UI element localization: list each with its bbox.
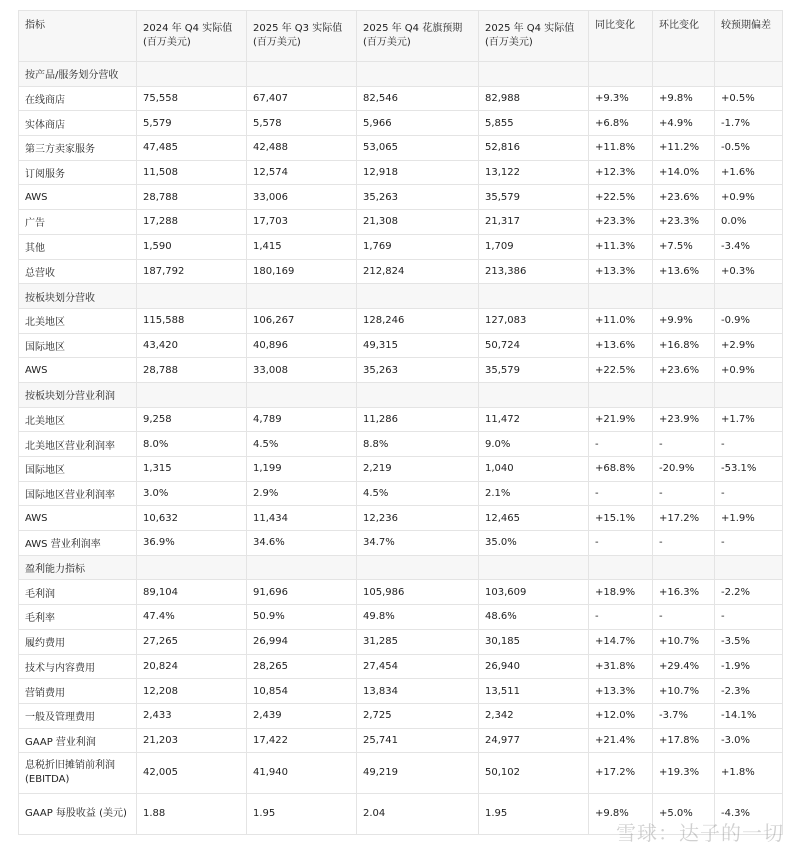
table-cell: +6.8% xyxy=(589,111,653,136)
table-row xyxy=(19,333,783,358)
table-cell: +23.9% xyxy=(653,407,715,432)
column-header xyxy=(479,11,589,62)
table-cell xyxy=(715,555,783,580)
table-cell: 2,439 xyxy=(247,703,357,728)
table-cell: 17,422 xyxy=(247,728,357,753)
table-cell xyxy=(137,62,247,87)
table-cell: 35,579 xyxy=(479,185,589,210)
table-cell xyxy=(589,382,653,407)
table-cell xyxy=(137,284,247,309)
column-header-text: 指标 xyxy=(25,20,45,31)
table-cell: 35,579 xyxy=(479,358,589,383)
table-cell: 12,208 xyxy=(137,679,247,704)
column-header-text: 2025 年 Q3 实际值 xyxy=(253,23,343,34)
table-cell: - xyxy=(715,605,783,630)
table-cell xyxy=(479,284,589,309)
table-cell xyxy=(357,284,479,309)
table-cell: 36.9% xyxy=(137,531,247,556)
table-cell: 1.95 xyxy=(479,794,589,835)
table-cell: +1.7% xyxy=(715,407,783,432)
table-cell: 12,574 xyxy=(247,160,357,185)
table-cell: 1,199 xyxy=(247,457,357,482)
row-label: 第三方卖家服务 xyxy=(19,136,137,161)
table-cell: +23.3% xyxy=(589,210,653,235)
table-cell: 103,609 xyxy=(479,580,589,605)
table-cell: 13,511 xyxy=(479,679,589,704)
table-cell: 17,703 xyxy=(247,210,357,235)
column-header-text: (百万美元) xyxy=(485,37,533,48)
table-header-row xyxy=(19,11,783,62)
table-cell xyxy=(653,382,715,407)
table-cell: 42,005 xyxy=(137,753,247,794)
row-label: 国际地区 xyxy=(19,333,137,358)
table-row xyxy=(19,654,783,679)
table-cell: 2,342 xyxy=(479,703,589,728)
table-cell: +9.3% xyxy=(589,86,653,111)
table-row xyxy=(19,234,783,259)
table-row xyxy=(19,629,783,654)
table-cell: +17.2% xyxy=(653,506,715,531)
table-cell: 53,065 xyxy=(357,136,479,161)
table-row xyxy=(19,580,783,605)
table-cell: +13.3% xyxy=(589,259,653,284)
table-cell: 24,977 xyxy=(479,728,589,753)
table-cell: 67,407 xyxy=(247,86,357,111)
row-label: AWS xyxy=(19,506,137,531)
table-row xyxy=(19,432,783,457)
table-cell: +19.3% xyxy=(653,753,715,794)
table-cell: +11.8% xyxy=(589,136,653,161)
table-cell: 1,415 xyxy=(247,234,357,259)
table-cell: 20,824 xyxy=(137,654,247,679)
section-row xyxy=(19,555,783,580)
table-cell: +23.6% xyxy=(653,358,715,383)
table-cell: 25,741 xyxy=(357,728,479,753)
watermark: 雪球：达子的一切 xyxy=(616,821,784,845)
row-label: AWS xyxy=(19,358,137,383)
table-row xyxy=(19,160,783,185)
table-cell: +21.9% xyxy=(589,407,653,432)
table-cell: 127,083 xyxy=(479,308,589,333)
table-cell: +0.9% xyxy=(715,358,783,383)
table-cell: 91,696 xyxy=(247,580,357,605)
table-cell: 1,315 xyxy=(137,457,247,482)
table-cell: - xyxy=(589,531,653,556)
table-cell xyxy=(137,382,247,407)
table-cell: 8.0% xyxy=(137,432,247,457)
table-cell: +23.6% xyxy=(653,185,715,210)
column-header-text: 2024 年 Q4 实际值 xyxy=(143,23,233,34)
table-cell: 34.6% xyxy=(247,531,357,556)
table-cell: - xyxy=(715,531,783,556)
table-cell: 180,169 xyxy=(247,259,357,284)
table-cell: 10,632 xyxy=(137,506,247,531)
table-cell xyxy=(715,382,783,407)
table-cell: 50,724 xyxy=(479,333,589,358)
table-row xyxy=(19,210,783,235)
table-cell: +11.3% xyxy=(589,234,653,259)
table-cell: 4.5% xyxy=(357,481,479,506)
table-cell: +16.3% xyxy=(653,580,715,605)
row-label: AWS 营业利润率 xyxy=(19,531,137,556)
table-cell: 28,265 xyxy=(247,654,357,679)
table-cell: - xyxy=(715,432,783,457)
table-row xyxy=(19,679,783,704)
table-cell: +9.8% xyxy=(653,86,715,111)
table-cell xyxy=(653,284,715,309)
financial-results-table xyxy=(18,10,783,835)
table-row xyxy=(19,481,783,506)
table-cell: 27,454 xyxy=(357,654,479,679)
table-cell: +21.4% xyxy=(589,728,653,753)
table-cell: 35,263 xyxy=(357,185,479,210)
table-cell: 30,185 xyxy=(479,629,589,654)
table-cell: +1.6% xyxy=(715,160,783,185)
column-header-text: 同比变化 xyxy=(595,20,635,31)
table-cell: 13,122 xyxy=(479,160,589,185)
table-cell: +12.0% xyxy=(589,703,653,728)
table-row xyxy=(19,358,783,383)
table-cell: 50,102 xyxy=(479,753,589,794)
column-header xyxy=(19,11,137,62)
row-label: 国际地区营业利润率 xyxy=(19,481,137,506)
table-cell: 212,824 xyxy=(357,259,479,284)
column-header xyxy=(357,11,479,62)
column-header-text: 环比变化 xyxy=(659,20,699,31)
table-cell: 11,508 xyxy=(137,160,247,185)
table-cell: 2.9% xyxy=(247,481,357,506)
table-row xyxy=(19,457,783,482)
table-cell: 12,918 xyxy=(357,160,479,185)
table-row xyxy=(19,407,783,432)
table-row xyxy=(19,703,783,728)
table-cell: 2,433 xyxy=(137,703,247,728)
column-header-text: 2025 年 Q4 花旗预期 xyxy=(363,23,463,34)
table-cell: - xyxy=(653,605,715,630)
row-label: 毛利率 xyxy=(19,605,137,630)
table-cell: +11.0% xyxy=(589,308,653,333)
table-cell: +13.6% xyxy=(589,333,653,358)
table-cell: +17.2% xyxy=(589,753,653,794)
table-cell xyxy=(357,62,479,87)
table-cell: 105,986 xyxy=(357,580,479,605)
table-cell: +2.9% xyxy=(715,333,783,358)
table-cell: 43,420 xyxy=(137,333,247,358)
table-cell: +0.5% xyxy=(715,86,783,111)
table-cell: +5.0% xyxy=(653,794,715,835)
row-label: 北美地区 xyxy=(19,407,137,432)
column-header xyxy=(137,11,247,62)
table-cell xyxy=(479,382,589,407)
table-cell xyxy=(357,382,479,407)
table-cell xyxy=(715,62,783,87)
table-cell: -3.5% xyxy=(715,629,783,654)
table-cell: +31.8% xyxy=(589,654,653,679)
table-cell: - xyxy=(653,481,715,506)
table-cell: 26,994 xyxy=(247,629,357,654)
table-cell: 40,896 xyxy=(247,333,357,358)
table-cell: +16.8% xyxy=(653,333,715,358)
table-cell: +1.9% xyxy=(715,506,783,531)
table-cell: - xyxy=(653,531,715,556)
table-cell: 49,315 xyxy=(357,333,479,358)
column-header-text: 2025 年 Q4 实际值 xyxy=(485,23,575,34)
table-cell: +4.9% xyxy=(653,111,715,136)
table-cell: 50.9% xyxy=(247,605,357,630)
table-cell: -1.7% xyxy=(715,111,783,136)
table-cell: -4.3% xyxy=(715,794,783,835)
row-label: 其他 xyxy=(19,234,137,259)
row-label: 北美地区 xyxy=(19,308,137,333)
table-cell xyxy=(479,62,589,87)
table-cell: 49,219 xyxy=(357,753,479,794)
table-cell: 41,940 xyxy=(247,753,357,794)
table-cell: 1,709 xyxy=(479,234,589,259)
section-label: 按板块划分营收 xyxy=(19,284,137,309)
table-cell: 89,104 xyxy=(137,580,247,605)
table-cell: 1,769 xyxy=(357,234,479,259)
financial-table-container xyxy=(18,10,782,835)
table-cell: - xyxy=(715,481,783,506)
table-cell: 12,236 xyxy=(357,506,479,531)
table-cell: -2.2% xyxy=(715,580,783,605)
table-cell: 2,725 xyxy=(357,703,479,728)
table-cell: 12,465 xyxy=(479,506,589,531)
table-cell: +29.4% xyxy=(653,654,715,679)
row-label: 国际地区 xyxy=(19,457,137,482)
table-cell xyxy=(589,62,653,87)
column-header xyxy=(653,11,715,62)
table-cell: 82,988 xyxy=(479,86,589,111)
table-cell: 49.8% xyxy=(357,605,479,630)
section-row xyxy=(19,382,783,407)
row-label: 技术与内容费用 xyxy=(19,654,137,679)
table-cell: +11.2% xyxy=(653,136,715,161)
table-cell: 31,285 xyxy=(357,629,479,654)
table-cell: +9.9% xyxy=(653,308,715,333)
table-cell: 48.6% xyxy=(479,605,589,630)
table-cell: 34.7% xyxy=(357,531,479,556)
table-cell: 2.04 xyxy=(357,794,479,835)
table-cell: +10.7% xyxy=(653,629,715,654)
table-cell xyxy=(247,555,357,580)
table-cell: 33,008 xyxy=(247,358,357,383)
table-cell: 9,258 xyxy=(137,407,247,432)
table-cell: 0.0% xyxy=(715,210,783,235)
table-cell: +18.9% xyxy=(589,580,653,605)
table-cell: 3.0% xyxy=(137,481,247,506)
table-cell: 11,434 xyxy=(247,506,357,531)
table-cell: 21,317 xyxy=(479,210,589,235)
table-row xyxy=(19,531,783,556)
table-body xyxy=(19,62,783,835)
table-cell: 106,267 xyxy=(247,308,357,333)
table-cell: +0.9% xyxy=(715,185,783,210)
table-cell: +0.3% xyxy=(715,259,783,284)
table-cell: -3.0% xyxy=(715,728,783,753)
table-cell: -14.1% xyxy=(715,703,783,728)
table-cell: -3.7% xyxy=(653,703,715,728)
table-cell: - xyxy=(589,432,653,457)
row-label: 北美地区营业利润率 xyxy=(19,432,137,457)
table-row xyxy=(19,111,783,136)
table-cell: 128,246 xyxy=(357,308,479,333)
row-label: 息税折旧摊销前利润 (EBITDA) xyxy=(19,753,137,794)
table-cell: -2.3% xyxy=(715,679,783,704)
table-row xyxy=(19,136,783,161)
column-header xyxy=(715,11,783,62)
table-cell: 5,579 xyxy=(137,111,247,136)
table-cell: +22.5% xyxy=(589,185,653,210)
table-cell: +7.5% xyxy=(653,234,715,259)
table-cell: 1,040 xyxy=(479,457,589,482)
table-cell: -0.5% xyxy=(715,136,783,161)
table-cell: +14.7% xyxy=(589,629,653,654)
table-cell: 47.4% xyxy=(137,605,247,630)
table-cell: +23.3% xyxy=(653,210,715,235)
table-cell: 13,834 xyxy=(357,679,479,704)
table-cell: +13.6% xyxy=(653,259,715,284)
table-cell xyxy=(653,555,715,580)
column-header-text: (百万美元) xyxy=(143,37,191,48)
table-cell: +14.0% xyxy=(653,160,715,185)
table-cell: 27,265 xyxy=(137,629,247,654)
table-cell: 11,472 xyxy=(479,407,589,432)
row-label: 实体商店 xyxy=(19,111,137,136)
table-cell: 2.1% xyxy=(479,481,589,506)
table-cell: 35,263 xyxy=(357,358,479,383)
table-cell: 17,288 xyxy=(137,210,247,235)
table-cell xyxy=(247,382,357,407)
table-cell: 1.95 xyxy=(247,794,357,835)
table-cell: 9.0% xyxy=(479,432,589,457)
table-cell: 10,854 xyxy=(247,679,357,704)
table-cell: 21,203 xyxy=(137,728,247,753)
table-cell xyxy=(589,555,653,580)
table-cell: +10.7% xyxy=(653,679,715,704)
column-header-text: (百万美元) xyxy=(363,37,411,48)
table-cell: 28,788 xyxy=(137,185,247,210)
table-cell: 115,588 xyxy=(137,308,247,333)
table-cell: 11,286 xyxy=(357,407,479,432)
row-label: 订阅服务 xyxy=(19,160,137,185)
row-label: GAAP 每股收益 (美元) xyxy=(19,794,137,835)
table-cell xyxy=(247,62,357,87)
table-row xyxy=(19,605,783,630)
section-label: 按产品/服务划分营收 xyxy=(19,62,137,87)
table-row xyxy=(19,185,783,210)
table-cell: +17.8% xyxy=(653,728,715,753)
table-cell: 26,940 xyxy=(479,654,589,679)
row-label: GAAP 营业利润 xyxy=(19,728,137,753)
table-cell: 213,386 xyxy=(479,259,589,284)
table-cell: 4,789 xyxy=(247,407,357,432)
table-cell xyxy=(137,555,247,580)
section-row xyxy=(19,284,783,309)
column-header-text: (百万美元) xyxy=(253,37,301,48)
table-cell: +13.3% xyxy=(589,679,653,704)
row-label: 毛利润 xyxy=(19,580,137,605)
column-header xyxy=(247,11,357,62)
row-label: 在线商店 xyxy=(19,86,137,111)
table-cell: +68.8% xyxy=(589,457,653,482)
table-cell: 4.5% xyxy=(247,432,357,457)
section-label: 盈利能力指标 xyxy=(19,555,137,580)
column-header xyxy=(589,11,653,62)
table-cell: 28,788 xyxy=(137,358,247,383)
table-cell: 47,485 xyxy=(137,136,247,161)
table-row xyxy=(19,753,783,794)
table-cell: - xyxy=(589,481,653,506)
table-cell: -1.9% xyxy=(715,654,783,679)
table-cell: 187,792 xyxy=(137,259,247,284)
table-cell xyxy=(357,555,479,580)
table-cell: 75,558 xyxy=(137,86,247,111)
table-cell: 33,006 xyxy=(247,185,357,210)
table-cell: -53.1% xyxy=(715,457,783,482)
table-row xyxy=(19,308,783,333)
table-cell: 8.8% xyxy=(357,432,479,457)
table-cell: 42,488 xyxy=(247,136,357,161)
row-label: 广告 xyxy=(19,210,137,235)
table-cell: +22.5% xyxy=(589,358,653,383)
table-cell: +15.1% xyxy=(589,506,653,531)
row-label: 营销费用 xyxy=(19,679,137,704)
table-cell: -20.9% xyxy=(653,457,715,482)
column-header-text: 较预期偏差 xyxy=(721,20,771,31)
table-cell xyxy=(715,284,783,309)
table-cell: 5,578 xyxy=(247,111,357,136)
table-cell xyxy=(479,555,589,580)
table-row xyxy=(19,259,783,284)
row-label: 一般及管理费用 xyxy=(19,703,137,728)
row-label: AWS xyxy=(19,185,137,210)
table-cell: +1.8% xyxy=(715,753,783,794)
table-cell xyxy=(589,284,653,309)
row-label: 总营收 xyxy=(19,259,137,284)
table-row xyxy=(19,86,783,111)
table-cell: - xyxy=(589,605,653,630)
table-row xyxy=(19,506,783,531)
table-cell: -3.4% xyxy=(715,234,783,259)
table-cell: - xyxy=(653,432,715,457)
table-cell: 5,855 xyxy=(479,111,589,136)
table-cell: 5,966 xyxy=(357,111,479,136)
table-cell: 2,219 xyxy=(357,457,479,482)
table-row xyxy=(19,728,783,753)
table-cell: 21,308 xyxy=(357,210,479,235)
table-cell: 52,816 xyxy=(479,136,589,161)
row-label: 履约费用 xyxy=(19,629,137,654)
table-cell: +9.8% xyxy=(589,794,653,835)
section-label: 按板块划分营业利润 xyxy=(19,382,137,407)
table-cell xyxy=(653,62,715,87)
table-cell: 1,590 xyxy=(137,234,247,259)
table-cell: +12.3% xyxy=(589,160,653,185)
table-cell: 35.0% xyxy=(479,531,589,556)
table-cell: -0.9% xyxy=(715,308,783,333)
table-cell: 1.88 xyxy=(137,794,247,835)
table-cell: 82,546 xyxy=(357,86,479,111)
section-row xyxy=(19,62,783,87)
table-cell xyxy=(247,284,357,309)
